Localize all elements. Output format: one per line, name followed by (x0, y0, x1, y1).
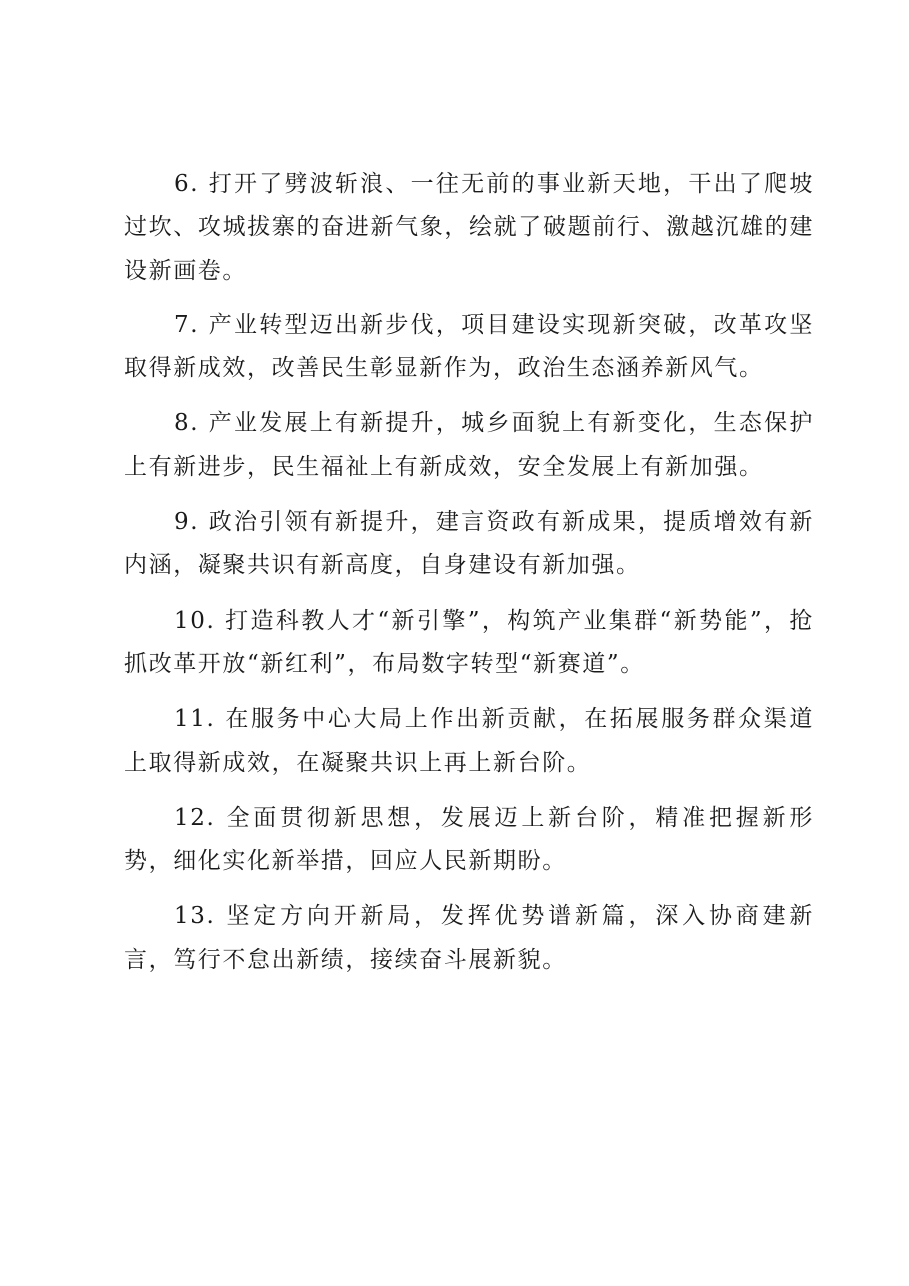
paragraph-9: 9. 政治引领有新提升，建言资政有新成果，提质增效有新内涵，凝聚共识有新高度，自身建设有新加强。 (124, 509, 814, 579)
paragraph-6: 6. 打开了劈波斩浪、一往无前的事业新天地，干出了爬坡过坎、攻城拔寨的奋进新气象，绘就了破题前行、激越沉雄的建设新画卷。 (124, 171, 814, 284)
paragraph-13: 13. 坚定方向开新局，发挥优势谱新篇，深入协商建新言，笃行不怠出新绩，接续奋斗展新貌。 (124, 903, 814, 973)
paragraph-11: 11. 在服务中心大局上作出新贡献，在拓展服务群众渠道上取得新成效，在凝聚共识上再上新台阶。 (124, 706, 814, 776)
paragraph-7: 7. 产业转型迈出新步伐，项目建设实现新突破，改革攻坚取得新成效，改善民生彰显新作为，政治生态涵养新风气。 (124, 311, 814, 382)
paragraph-12: 12. 全面贯彻新思想，发展迈上新台阶，精准把握新形势，细化实化新举措，回应人民新期盼。 (124, 804, 814, 875)
paragraph-8: 8. 产业发展上有新提升，城乡面貌上有新变化，生态保护上有新进步，民生福祉上有新成效，安全发展上有新加强。 (124, 410, 814, 480)
paragraph-10: 10. 打造科教人才“新引擎”，构筑产业集群“新势能”，抢抓改革开放“新红利”，布局数字转型“新赛道”。 (124, 607, 814, 677)
document-body (124, 163, 814, 994)
